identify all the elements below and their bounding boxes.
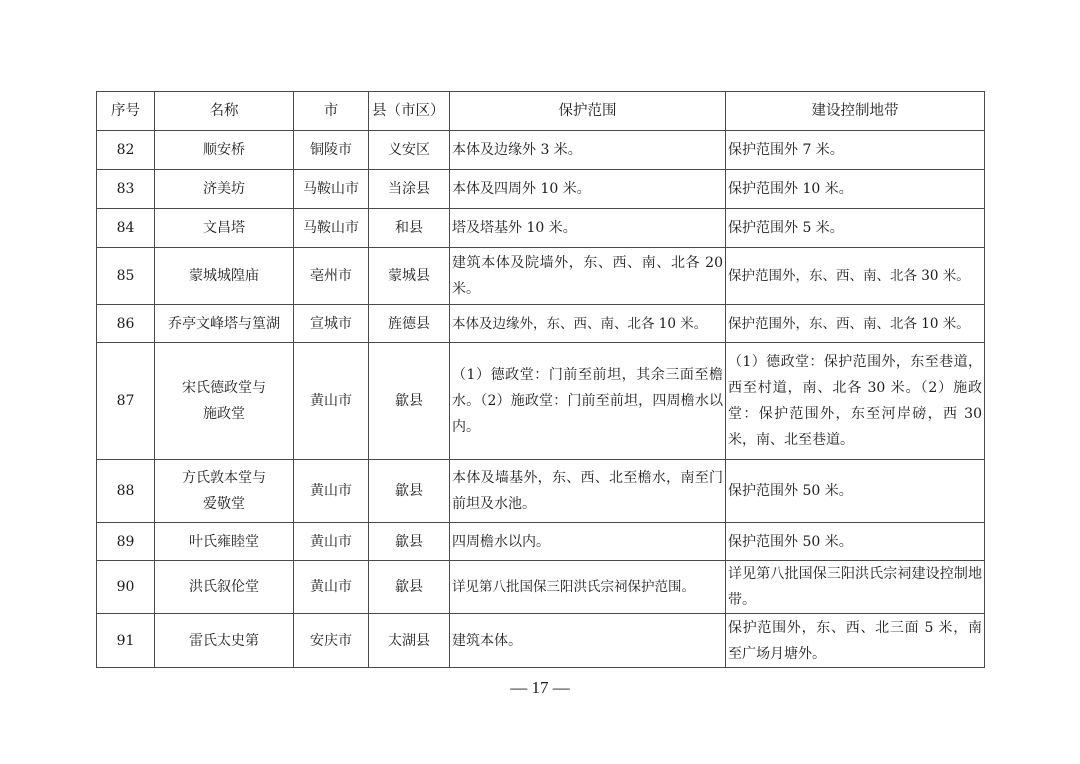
header-protection-scope: 保护范围 bbox=[450, 92, 726, 131]
cell-serial-number: 91 bbox=[97, 614, 155, 668]
cell-name: 顺安桥 bbox=[155, 131, 294, 170]
table-row bbox=[97, 170, 985, 209]
cell-name-line-2: 施政堂 bbox=[203, 406, 245, 422]
header-construction-control-zone: 建设控制地带 bbox=[726, 92, 985, 131]
cell-serial-number: 85 bbox=[97, 248, 155, 305]
cell-name: 文昌塔 bbox=[155, 209, 294, 248]
cell-protection-scope: 建筑本体。 bbox=[450, 614, 726, 668]
cell-protection-scope: （1）德政堂：门前至前坦，其余三面至檐水。（2）施政堂：门前至前坦，四周檐水以内。 bbox=[450, 343, 726, 460]
cell-city: 黄山市 bbox=[294, 523, 369, 561]
cell-name: 蒙城城隍庙 bbox=[155, 248, 294, 305]
header-name: 名称 bbox=[155, 92, 294, 131]
cell-county: 歙县 bbox=[369, 523, 450, 561]
cell-city: 马鞍山市 bbox=[294, 209, 369, 248]
cell-city: 黄山市 bbox=[294, 343, 369, 460]
table-row bbox=[97, 131, 985, 170]
cell-name-line-1: 方氏敦本堂与 bbox=[182, 470, 266, 486]
heritage-protection-table bbox=[96, 91, 985, 668]
cell-control-zone: 保护范围外 10 米。 bbox=[726, 170, 985, 209]
table-header-row bbox=[97, 92, 985, 131]
table-row bbox=[97, 460, 985, 523]
cell-county: 和县 bbox=[369, 209, 450, 248]
cell-control-zone: （1）德政堂：保护范围外，东至巷道，西至村道，南、北各 30 米。（2）施政堂：保护范围外，东至河岸磅，西 30 米，南、北至巷道。 bbox=[726, 343, 985, 460]
cell-county: 义安区 bbox=[369, 131, 450, 170]
cell-serial-number: 82 bbox=[97, 131, 155, 170]
cell-city: 黄山市 bbox=[294, 460, 369, 523]
table-row bbox=[97, 614, 985, 668]
cell-name-line-2: 爱敬堂 bbox=[203, 496, 245, 512]
cell-protection-scope: 塔及塔基外 10 米。 bbox=[450, 209, 726, 248]
cell-city: 宣城市 bbox=[294, 305, 369, 343]
cell-control-zone: 保护范围外 7 米。 bbox=[726, 131, 985, 170]
cell-name bbox=[155, 343, 294, 460]
cell-county: 当涂县 bbox=[369, 170, 450, 209]
table-row bbox=[97, 343, 985, 460]
cell-serial-number: 88 bbox=[97, 460, 155, 523]
header-county: 县（市区） bbox=[369, 92, 450, 131]
cell-county: 太湖县 bbox=[369, 614, 450, 668]
cell-county: 歙县 bbox=[369, 343, 450, 460]
cell-protection-scope: 四周檐水以内。 bbox=[450, 523, 726, 561]
cell-name-line-1: 宋氏德政堂与 bbox=[182, 380, 266, 396]
table-row bbox=[97, 561, 985, 614]
page-number: — 17 — bbox=[510, 678, 570, 697]
cell-serial-number: 86 bbox=[97, 305, 155, 343]
cell-city: 黄山市 bbox=[294, 561, 369, 614]
cell-serial-number: 87 bbox=[97, 343, 155, 460]
cell-protection-scope: 本体及墙基外，东、西、北至檐水，南至门前坦及水池。 bbox=[450, 460, 726, 523]
table-row bbox=[97, 305, 985, 343]
cell-city: 亳州市 bbox=[294, 248, 369, 305]
cell-name: 乔亭文峰塔与篁湖 bbox=[155, 305, 294, 343]
cell-city: 安庆市 bbox=[294, 614, 369, 668]
cell-county: 旌德县 bbox=[369, 305, 450, 343]
cell-protection-scope: 本体及边缘外 3 米。 bbox=[450, 131, 726, 170]
cell-serial-number: 89 bbox=[97, 523, 155, 561]
table-row bbox=[97, 209, 985, 248]
cell-control-zone: 保护范围外，东、西、南、北各 10 米。 bbox=[726, 305, 985, 343]
cell-county: 歙县 bbox=[369, 561, 450, 614]
cell-protection-scope: 本体及四周外 10 米。 bbox=[450, 170, 726, 209]
cell-name: 洪氏叙伦堂 bbox=[155, 561, 294, 614]
cell-control-zone: 保护范围外，东、西、南、北各 30 米。 bbox=[726, 248, 985, 305]
cell-serial-number: 90 bbox=[97, 561, 155, 614]
cell-serial-number: 83 bbox=[97, 170, 155, 209]
cell-name: 叶氏雍睦堂 bbox=[155, 523, 294, 561]
cell-protection-scope: 详见第八批国保三阳洪氏宗祠保护范围。 bbox=[450, 561, 726, 614]
cell-control-zone: 保护范围外 50 米。 bbox=[726, 460, 985, 523]
cell-name bbox=[155, 460, 294, 523]
cell-name: 雷氏太史第 bbox=[155, 614, 294, 668]
cell-control-zone: 详见第八批国保三阳洪氏宗祠建设控制地带。 bbox=[726, 561, 985, 614]
cell-city: 马鞍山市 bbox=[294, 170, 369, 209]
cell-control-zone: 保护范围外，东、西、北三面 5 米，南至广场月塘外。 bbox=[726, 614, 985, 668]
cell-county: 蒙城县 bbox=[369, 248, 450, 305]
cell-control-zone: 保护范围外 5 米。 bbox=[726, 209, 985, 248]
cell-control-zone: 保护范围外 50 米。 bbox=[726, 523, 985, 561]
table-row bbox=[97, 248, 985, 305]
cell-county: 歙县 bbox=[369, 460, 450, 523]
table-row bbox=[97, 523, 985, 561]
header-serial-number: 序号 bbox=[97, 92, 155, 131]
cell-city: 铜陵市 bbox=[294, 131, 369, 170]
header-city: 市 bbox=[294, 92, 369, 131]
cell-name: 济美坊 bbox=[155, 170, 294, 209]
cell-protection-scope: 本体及边缘外，东、西、南、北各 10 米。 bbox=[450, 305, 726, 343]
cell-serial-number: 84 bbox=[97, 209, 155, 248]
cell-protection-scope: 建筑本体及院墙外，东、西、南、北各 20 米。 bbox=[450, 248, 726, 305]
